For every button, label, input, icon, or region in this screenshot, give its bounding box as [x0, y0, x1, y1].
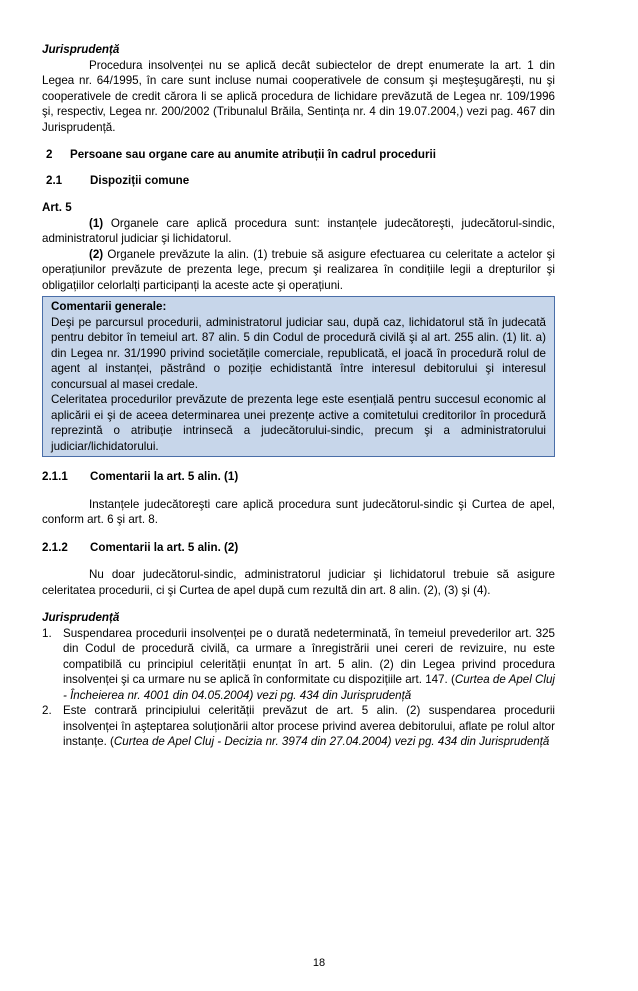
article-5-paragraph-1: [42, 216, 555, 247]
jurisprudence-list: [42, 626, 555, 750]
section-2-1-1-heading: [42, 469, 555, 485]
list-item: [42, 626, 555, 704]
jurisprudence-heading-2: Jurisprudență: [42, 611, 120, 624]
list-text: Este contrară principiului celerității prevăzut de art. 5 alin. (2) suspendarea procedurii insolvenței în aşteptarea soluționării altor procese privind averea debitorului, aflate pe rolul altor instanțe. (Curtea de Apel Cluj - Decizia nr. 3974 din 27.04.2004) vezi pg. 434 din Jurisprudență: [63, 704, 555, 748]
list-number: 2.: [42, 704, 52, 717]
jurisprudence-heading-1: Jurisprudență: [42, 43, 120, 56]
section-2-1-heading: [42, 173, 555, 189]
jurisprudence-paragraph-1: Procedura insolvenței nu se aplică decât subiectelor de drept enumerate la art. 1 din Legea nr. 64/1995, în care sunt incluse numai cooperativele de consum şi meşteşugăreşti, nu şi cooperativele de credit cărora li se aplică procedura de lichidare prevăzută de Legea nr. 109/1996 şi, respectiv, Legea nr. 200/2002 (Tribunalul Brăila, Sentința nr. 4 din 19.07.2004,) vezi pag. 467 din Jurisprudență.: [42, 58, 555, 134]
list-item: [42, 703, 555, 750]
section-title: Comentarii la art. 5 alin. (2): [90, 540, 239, 554]
paragraph-mark: (1): [89, 216, 104, 230]
page-number: 18: [312, 957, 326, 969]
paragraph-mark: (2): [89, 247, 104, 261]
section-number: 2.1.2: [42, 540, 68, 554]
document-page: [42, 42, 555, 750]
general-comments-title: Comentarii generale:: [51, 300, 167, 313]
general-comments-paragraph-1: Deşi pe parcursul procedurii, administratorul judiciar sau, după caz, lichidatorul stă în judecată pentru debitor în temeiul art. 87 alin. 5 din Codul de procedură civilă şi al art. 255 alin. (1) lit. a) din Legea nr. 31/1990 privind societățile comerciale, republicată, el joacă în procedură rolul de agent al instanței, păstrând o poziție echidistantă între interesul debitorului şi interesul concursual al masei credale.: [51, 315, 546, 391]
citation: Curtea de Apel Cluj - Decizia nr. 3974 din 27.04.2004) vezi pg. 434 din Jurisprudență: [113, 735, 550, 748]
general-comments-box: [42, 296, 555, 457]
section-number: 2.1: [46, 173, 63, 187]
section-2-heading: [42, 147, 555, 163]
paragraph-text: Organele care aplică procedura sunt: instanțele judecătoreşti, judecătorul-sindic, administratorul judiciar şi lichidatorul.: [42, 216, 555, 245]
article-5-title: Art. 5: [42, 201, 72, 214]
section-title: Dispoziții comune: [90, 173, 190, 187]
paragraph-text: Organele prevăzute la alin. (1) trebuie să asigure efectuarea cu celeritate a actelor şi operațiunilor prevăzute de prezenta lege, precum şi realizarea în condițiile legii a drepturilor şi obligațiilor celorlalți participanți la aceste acte şi operațiuni.: [42, 247, 555, 292]
general-comments-paragraph-2: Celeritatea procedurilor prevăzute de prezenta lege este esențială pentru succesul economic al aplicării ei şi de aceea determinarea unei prezențe active a comitetului creditorilor în procedură reprezintă o atribuție intrinsecă a judecătorului-sindic, precum şi a administratorului judiciar/lichidatorului.: [51, 393, 546, 453]
section-2-1-2-heading: [42, 540, 555, 556]
citation: Curtea de Apel Cluj - Încheierea nr. 4001 din 04.05.2004) vezi pg. 434 din Jurisprudență: [63, 673, 555, 702]
section-2-1-2-text: Nu doar judecătorul-sindic, administratorul judiciar şi lichidatorul trebuie să asigure celeritatea procedurii, ci şi Curtea de apel după cum rezultă din art. 8 alin. (2), (3) şi (4).: [42, 568, 555, 597]
article-5-paragraph-2: [42, 247, 555, 294]
list-number: 1.: [42, 626, 52, 640]
list-text: Suspendarea procedurii insolvenței pe o durată nedeterminată, în temeiul prevederilor art. 325 din Codul de procedură civilă, ca urmare a înregistrării unei cereri de revizuire, nu este compatibilă cu principiul celerității enunțat în art. 5 alin. (2) din Legea privind procedura insolvenței şi ca urmare nu se aplică în conformitate cu dispozițiile art. 147. (Curtea de Apel Cluj - Încheierea nr. 4001 din 04.05.2004) vezi pg. 434 din Jurisprudență: [63, 626, 555, 702]
section-title: Persoane sau organe care au anumite atribuții în cadrul procedurii: [70, 148, 436, 161]
section-number: 2.1.1: [42, 470, 68, 483]
section-title: Comentarii la art. 5 alin. (1): [90, 470, 239, 483]
section-number: 2: [46, 148, 53, 161]
section-2-1-1-text: Instanțele judecătoreşti care aplică procedura sunt judecătorul-sindic şi Curtea de apel, conform art. 6 şi art. 8.: [42, 497, 555, 526]
